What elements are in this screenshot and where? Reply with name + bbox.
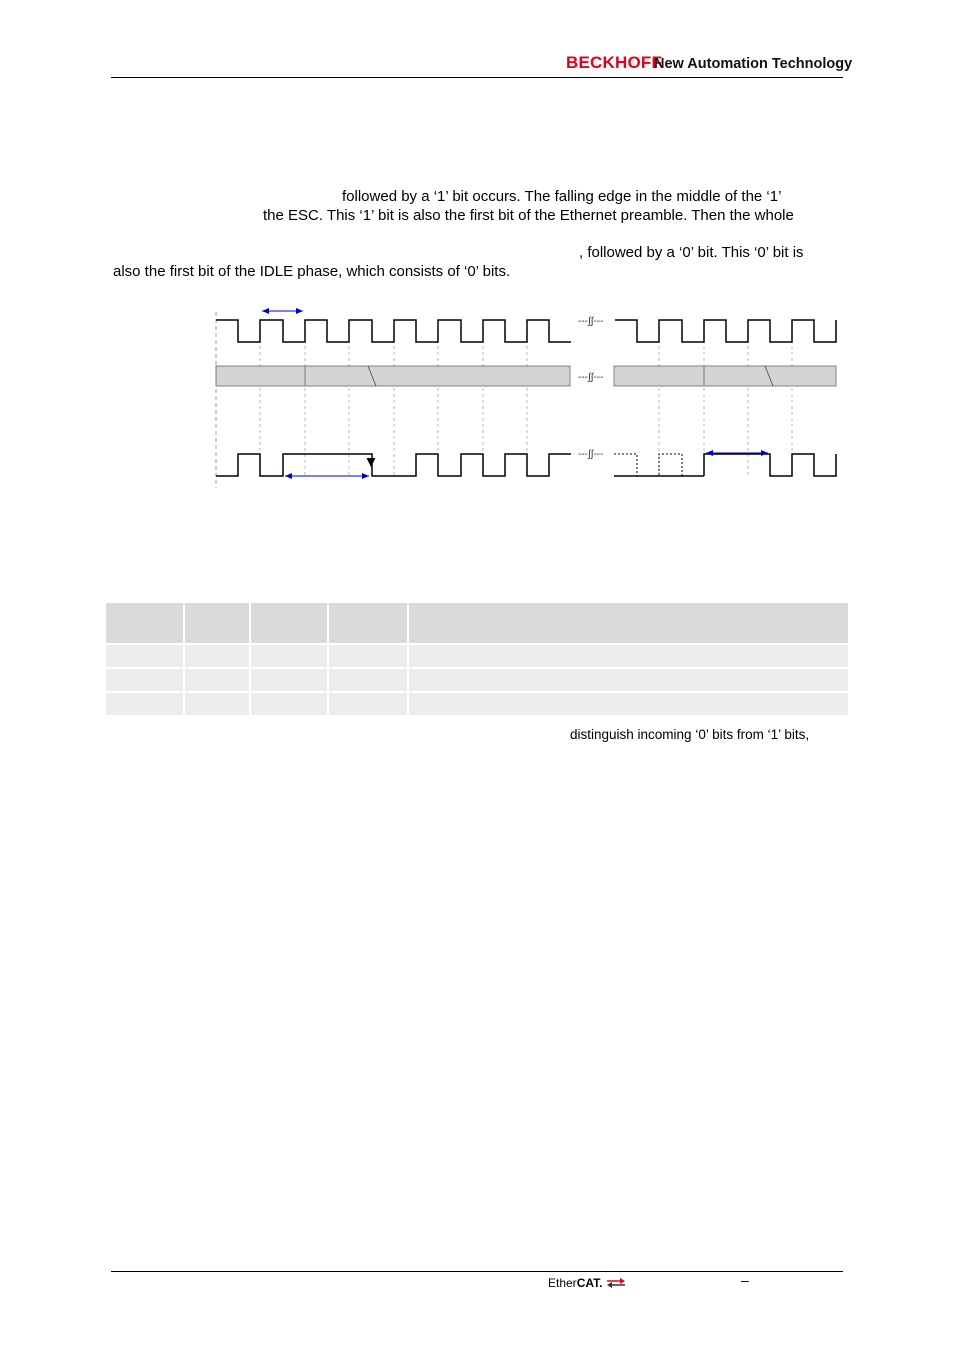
break-mark-bottom: ---∫∫---: [578, 449, 604, 460]
clock-waveform-left: [216, 320, 571, 342]
table-row: [106, 693, 848, 715]
header-tagline: New Automation Technology: [654, 56, 853, 72]
ethercat-logo-ether: Ether: [548, 1276, 577, 1290]
ethercat-logo-cat: CAT.: [576, 1276, 603, 1290]
ethercat-arrow-icon: [606, 1278, 626, 1288]
ethercat-logo: [548, 1276, 626, 1290]
footer-dash: –: [741, 1272, 749, 1288]
table-column-divider: [407, 603, 409, 715]
body-line-2: the ESC. This ‘1’ bit is also the first bit of the Ethernet preamble. Then the whole: [263, 207, 794, 224]
table-column-divider: [327, 603, 329, 715]
body-line-4: also the first bit of the IDLE phase, which consists of ‘0’ bits.: [113, 263, 511, 280]
data-bus-right: [614, 366, 836, 386]
table-column-divider: [183, 603, 185, 715]
signal-waveform-left: [216, 454, 571, 476]
diagram-gridlines: [260, 340, 792, 478]
body-line-3: , followed by a ‘0’ bit. This ‘0’ bit is: [579, 244, 804, 261]
break-mark-top: ---∫∫---: [578, 316, 604, 327]
table-header-row: [106, 603, 848, 643]
note-text: distinguish incoming ‘0’ bits from ‘1’ bits,: [570, 727, 810, 742]
timing-diagram: [0, 0, 954, 500]
body-line-1: followed by a ‘1’ bit occurs. The falling edge in the middle of the ‘1’: [342, 188, 782, 205]
table-row: [106, 669, 848, 691]
data-bus-left: [216, 366, 570, 386]
footer-rule: [111, 1271, 843, 1272]
signal-waveform-right: [704, 454, 836, 476]
table-row: [106, 645, 848, 667]
beckhoff-logo: BECKHOFF: [566, 53, 663, 72]
clock-waveform-right: [615, 320, 836, 342]
break-mark-middle: ---∫∫---: [578, 372, 604, 383]
table-column-divider: [249, 603, 251, 715]
